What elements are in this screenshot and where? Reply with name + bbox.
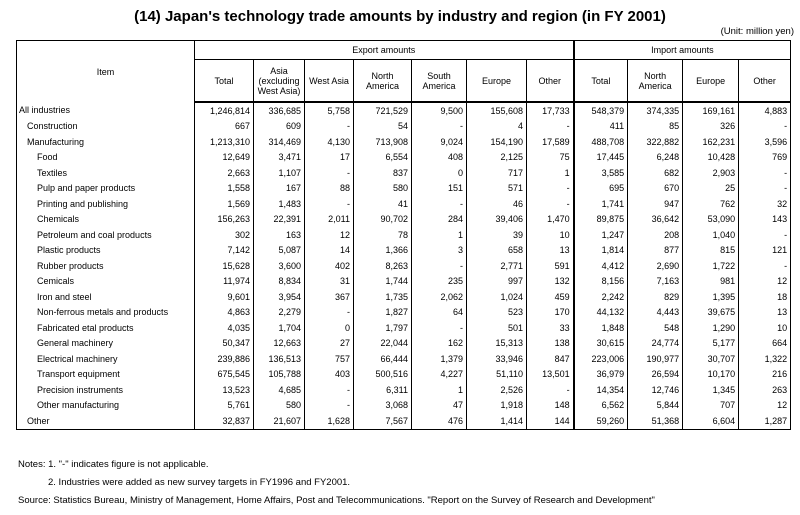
table-cell: 7,142 <box>195 243 254 259</box>
col-header: Europe <box>683 60 739 103</box>
table-cell: 18 <box>739 289 791 305</box>
table-row <box>17 181 791 197</box>
table-cell: 1,024 <box>467 289 527 305</box>
col-header: Other <box>739 60 791 103</box>
table-cell: 22,391 <box>254 212 305 228</box>
row-label: Fabricated etal products <box>17 320 195 336</box>
table-cell: 1,735 <box>354 289 412 305</box>
table-cell: 548,379 <box>574 102 628 119</box>
table-cell: 1,848 <box>574 320 628 336</box>
table-cell: 367 <box>305 289 354 305</box>
table-cell: 9,601 <box>195 289 254 305</box>
table-cell: 877 <box>628 243 683 259</box>
table-cell: 1 <box>412 382 467 398</box>
table-cell: 24,774 <box>628 336 683 352</box>
table-cell: 713,908 <box>354 134 412 150</box>
table-cell: 8,834 <box>254 274 305 290</box>
table-cell: 47 <box>412 398 467 414</box>
table-row <box>17 150 791 166</box>
table-row <box>17 320 791 336</box>
table-cell: 15,313 <box>467 336 527 352</box>
row-label: Petroleum and coal products <box>17 227 195 243</box>
table-cell: 59,260 <box>574 413 628 429</box>
table-cell: 829 <box>628 289 683 305</box>
table-cell: 154,190 <box>467 134 527 150</box>
table-cell: 1,287 <box>739 413 791 429</box>
table-cell: 4,227 <box>412 367 467 383</box>
table-cell: 90,702 <box>354 212 412 228</box>
col-header: Asia (excluding West Asia) <box>254 60 305 103</box>
table-cell: 239,886 <box>195 351 254 367</box>
table-cell: 717 <box>467 165 527 181</box>
table-row <box>17 351 791 367</box>
table-row <box>17 258 791 274</box>
table-cell: 1,722 <box>683 258 739 274</box>
row-label: Other <box>17 413 195 429</box>
table-cell: 26,594 <box>628 367 683 383</box>
table-cell: 1,379 <box>412 351 467 367</box>
row-label: Construction <box>17 119 195 135</box>
table-cell: - <box>305 398 354 414</box>
table-cell: 78 <box>354 227 412 243</box>
table-cell: 208 <box>628 227 683 243</box>
table-cell: 1,322 <box>739 351 791 367</box>
table-cell: 13,523 <box>195 382 254 398</box>
table-cell: 500,516 <box>354 367 412 383</box>
table-cell: 6,554 <box>354 150 412 166</box>
table-cell: 12,663 <box>254 336 305 352</box>
unit-label: (Unit: million yen) <box>720 26 794 37</box>
table-cell: 1,797 <box>354 320 412 336</box>
table-row <box>17 227 791 243</box>
table-row <box>17 289 791 305</box>
table-cell: 2,690 <box>628 258 683 274</box>
table-cell: - <box>412 119 467 135</box>
table-cell: 162 <box>412 336 467 352</box>
col-header: Europe <box>467 60 527 103</box>
table-cell: 1,247 <box>574 227 628 243</box>
table-cell: 609 <box>254 119 305 135</box>
table-cell: 1,366 <box>354 243 412 259</box>
table-cell: 121 <box>739 243 791 259</box>
table-cell: 1,827 <box>354 305 412 321</box>
table-cell: 1,414 <box>467 413 527 429</box>
row-label: Transport equipment <box>17 367 195 383</box>
import-group-header: Import amounts <box>574 41 791 60</box>
table-cell: 1,814 <box>574 243 628 259</box>
table-cell: 1 <box>527 165 574 181</box>
table-row <box>17 336 791 352</box>
table-cell: 2,125 <box>467 150 527 166</box>
table-cell: 17 <box>305 150 354 166</box>
row-label: All industries <box>17 102 195 119</box>
table-cell: 156,263 <box>195 212 254 228</box>
table-cell: 155,608 <box>467 102 527 119</box>
table-cell: 30,615 <box>574 336 628 352</box>
table-cell: 51,110 <box>467 367 527 383</box>
table-cell: 64 <box>412 305 467 321</box>
table-cell: 148 <box>527 398 574 414</box>
col-header: North America <box>354 60 412 103</box>
table-row <box>17 398 791 414</box>
col-header: Total <box>195 60 254 103</box>
row-label: Printing and publishing <box>17 196 195 212</box>
table-cell: - <box>412 258 467 274</box>
table-cell: - <box>527 119 574 135</box>
table-cell: 88 <box>305 181 354 197</box>
table-cell: 757 <box>305 351 354 367</box>
table-cell: 326 <box>683 119 739 135</box>
table-cell: 54 <box>354 119 412 135</box>
table-cell: 664 <box>739 336 791 352</box>
table-cell: 5,087 <box>254 243 305 259</box>
table-cell: - <box>739 227 791 243</box>
table-cell: 580 <box>354 181 412 197</box>
table-cell: 5,844 <box>628 398 683 414</box>
table-cell: 85 <box>628 119 683 135</box>
table-cell: 5,761 <box>195 398 254 414</box>
table-cell: 105,788 <box>254 367 305 383</box>
table-cell: 591 <box>527 258 574 274</box>
table-cell: 9,500 <box>412 102 467 119</box>
table-cell: 1,395 <box>683 289 739 305</box>
row-label: Chemicals <box>17 212 195 228</box>
table-cell: 523 <box>467 305 527 321</box>
row-label: Other manufacturing <box>17 398 195 414</box>
table-cell: 658 <box>467 243 527 259</box>
table-cell: 670 <box>628 181 683 197</box>
table-cell: 501 <box>467 320 527 336</box>
table-row <box>17 165 791 181</box>
table-cell: 10 <box>739 320 791 336</box>
table-cell: 1,741 <box>574 196 628 212</box>
table-cell: - <box>739 181 791 197</box>
table-cell: 12 <box>739 398 791 414</box>
table-cell: 675,545 <box>195 367 254 383</box>
table-cell: 8,263 <box>354 258 412 274</box>
table-cell: - <box>305 305 354 321</box>
table-cell: 1 <box>412 227 467 243</box>
table-cell: 5,177 <box>683 336 739 352</box>
table-cell: 815 <box>683 243 739 259</box>
table-cell: 682 <box>628 165 683 181</box>
table-cell: 548 <box>628 320 683 336</box>
table-cell: 41 <box>354 196 412 212</box>
table-cell: 14,354 <box>574 382 628 398</box>
table-cell: 411 <box>574 119 628 135</box>
table-cell: 1,744 <box>354 274 412 290</box>
table-cell: 4,883 <box>739 102 791 119</box>
note-2: 2. Industries were added as new survey targets in FY1996 and FY2001. <box>48 477 351 488</box>
table-cell: 0 <box>412 165 467 181</box>
row-label: Electrical machinery <box>17 351 195 367</box>
table-cell: 402 <box>305 258 354 274</box>
table-cell: - <box>412 196 467 212</box>
table-cell: 1,628 <box>305 413 354 429</box>
table-cell: 163 <box>254 227 305 243</box>
table-cell: 170 <box>527 305 574 321</box>
table-cell: - <box>739 258 791 274</box>
table-cell: 75 <box>527 150 574 166</box>
table-cell: 2,771 <box>467 258 527 274</box>
table-cell: 36,979 <box>574 367 628 383</box>
table-cell: 36,642 <box>628 212 683 228</box>
table-cell: 4 <box>467 119 527 135</box>
table-row <box>17 134 791 150</box>
table-row <box>17 102 791 119</box>
table-cell: 2,526 <box>467 382 527 398</box>
table-cell: 66,444 <box>354 351 412 367</box>
table-cell: 12 <box>739 274 791 290</box>
table-cell: 17,589 <box>527 134 574 150</box>
table-cell: - <box>527 196 574 212</box>
table-cell: 9,024 <box>412 134 467 150</box>
table-row <box>17 119 791 135</box>
table-row <box>17 274 791 290</box>
table-cell: 31 <box>305 274 354 290</box>
table-cell: 151 <box>412 181 467 197</box>
table-cell: 39,675 <box>683 305 739 321</box>
col-header: West Asia <box>305 60 354 103</box>
table-cell: 3 <box>412 243 467 259</box>
col-header: North America <box>628 60 683 103</box>
table-cell: 216 <box>739 367 791 383</box>
table-cell: 284 <box>412 212 467 228</box>
table-cell: 667 <box>195 119 254 135</box>
table-cell: 981 <box>683 274 739 290</box>
table-cell: 136,513 <box>254 351 305 367</box>
table-cell: 762 <box>683 196 739 212</box>
table-cell: 138 <box>527 336 574 352</box>
table-cell: 314,469 <box>254 134 305 150</box>
table-cell: 2,903 <box>683 165 739 181</box>
table-cell: 169,161 <box>683 102 739 119</box>
table-cell: 32 <box>739 196 791 212</box>
table-cell: 17,445 <box>574 150 628 166</box>
table-cell: 997 <box>467 274 527 290</box>
table-cell: 3,596 <box>739 134 791 150</box>
table-cell: 167 <box>254 181 305 197</box>
table-cell: 4,443 <box>628 305 683 321</box>
table-cell: 39 <box>467 227 527 243</box>
row-label: Pulp and paper products <box>17 181 195 197</box>
table-cell: 89,875 <box>574 212 628 228</box>
table-cell: 4,035 <box>195 320 254 336</box>
table-cell: 5,758 <box>305 102 354 119</box>
table-cell: 33,946 <box>467 351 527 367</box>
table-cell: 13 <box>527 243 574 259</box>
table-cell: 3,585 <box>574 165 628 181</box>
page-title: (14) Japan's technology trade amounts by industry and region (in FY 2001) <box>134 8 666 25</box>
note-1: Notes: 1. "-" indicates figure is not applicable. <box>18 459 209 470</box>
table-cell: 14 <box>305 243 354 259</box>
table-cell: - <box>305 196 354 212</box>
table-cell: - <box>739 165 791 181</box>
table-cell: 144 <box>527 413 574 429</box>
table-cell: 3,471 <box>254 150 305 166</box>
table-cell: 695 <box>574 181 628 197</box>
table-cell: 32,837 <box>195 413 254 429</box>
table-cell: 263 <box>739 382 791 398</box>
table-cell: 17,733 <box>527 102 574 119</box>
row-label: Precision instruments <box>17 382 195 398</box>
row-label: Food <box>17 150 195 166</box>
table-cell: 336,685 <box>254 102 305 119</box>
table-cell: 132 <box>527 274 574 290</box>
table-cell: 1,704 <box>254 320 305 336</box>
table-cell: 1,558 <box>195 181 254 197</box>
table-cell: 1,213,310 <box>195 134 254 150</box>
table-cell: 10,170 <box>683 367 739 383</box>
table-cell: 2,011 <box>305 212 354 228</box>
table-cell: 1,246,814 <box>195 102 254 119</box>
table-cell: 11,974 <box>195 274 254 290</box>
table-cell: 51,368 <box>628 413 683 429</box>
row-label: Plastic products <box>17 243 195 259</box>
table-cell: 1,345 <box>683 382 739 398</box>
row-label: Iron and steel <box>17 289 195 305</box>
table-cell: - <box>527 181 574 197</box>
table-cell: 3,068 <box>354 398 412 414</box>
table-cell: 707 <box>683 398 739 414</box>
table-cell: 6,311 <box>354 382 412 398</box>
table-cell: 2,279 <box>254 305 305 321</box>
table-cell: 2,663 <box>195 165 254 181</box>
table-body <box>17 102 791 429</box>
table-cell: 13,501 <box>527 367 574 383</box>
table-cell: 6,562 <box>574 398 628 414</box>
export-group-header: Export amounts <box>195 41 574 60</box>
table-cell: 1,290 <box>683 320 739 336</box>
table-cell: 15,628 <box>195 258 254 274</box>
table-cell: 39,406 <box>467 212 527 228</box>
table-cell: 46 <box>467 196 527 212</box>
table-cell: - <box>739 119 791 135</box>
table-cell: 1,040 <box>683 227 739 243</box>
table-cell: 21,607 <box>254 413 305 429</box>
table-cell: 403 <box>305 367 354 383</box>
table-cell: 571 <box>467 181 527 197</box>
table-cell: - <box>305 382 354 398</box>
table-cell: 27 <box>305 336 354 352</box>
row-label: General machinery <box>17 336 195 352</box>
table-cell: 10,428 <box>683 150 739 166</box>
table-cell: 837 <box>354 165 412 181</box>
table-cell: 6,604 <box>683 413 739 429</box>
table-cell: 769 <box>739 150 791 166</box>
table-cell: 44,132 <box>574 305 628 321</box>
table-cell: - <box>305 165 354 181</box>
table-cell: 1,483 <box>254 196 305 212</box>
col-header: South America <box>412 60 467 103</box>
table-row <box>17 305 791 321</box>
table-row <box>17 212 791 228</box>
table-cell: 374,335 <box>628 102 683 119</box>
row-label: Manufacturing <box>17 134 195 150</box>
table-cell: 223,006 <box>574 351 628 367</box>
trade-table <box>16 40 791 430</box>
table-cell: - <box>305 119 354 135</box>
notes <box>18 456 655 510</box>
table-cell: 408 <box>412 150 467 166</box>
col-header: Total <box>574 60 628 103</box>
table-cell: 4,685 <box>254 382 305 398</box>
source-note: Source: Statistics Bureau, Ministry of Management, Home Affairs, Post and Telecommunications. "Report on the Survey of Research and Development" <box>18 495 655 506</box>
table-cell: 25 <box>683 181 739 197</box>
table-cell: 33 <box>527 320 574 336</box>
row-label: Textiles <box>17 165 195 181</box>
row-label: Rubber products <box>17 258 195 274</box>
table-row <box>17 196 791 212</box>
table-cell: 459 <box>527 289 574 305</box>
table-cell: 7,163 <box>628 274 683 290</box>
item-header: Item <box>17 41 195 103</box>
table-cell: 6,248 <box>628 150 683 166</box>
table-cell: 721,529 <box>354 102 412 119</box>
table-cell: 7,567 <box>354 413 412 429</box>
table-cell: 580 <box>254 398 305 414</box>
table-cell: 13 <box>739 305 791 321</box>
table-cell: 1,107 <box>254 165 305 181</box>
table-cell: 1,569 <box>195 196 254 212</box>
table-cell: 1,470 <box>527 212 574 228</box>
table-cell: 143 <box>739 212 791 228</box>
col-header: Other <box>527 60 574 103</box>
table-cell: 53,090 <box>683 212 739 228</box>
table-row <box>17 382 791 398</box>
table-cell: 10 <box>527 227 574 243</box>
table-cell: 947 <box>628 196 683 212</box>
table-cell: 4,130 <box>305 134 354 150</box>
table-cell: 12,746 <box>628 382 683 398</box>
table-cell: 50,347 <box>195 336 254 352</box>
table-cell: 30,707 <box>683 351 739 367</box>
table-cell: 322,882 <box>628 134 683 150</box>
table-cell: 4,863 <box>195 305 254 321</box>
table-cell: 847 <box>527 351 574 367</box>
table-cell: 190,977 <box>628 351 683 367</box>
table-cell: 302 <box>195 227 254 243</box>
table-cell: 12 <box>305 227 354 243</box>
table-row <box>17 243 791 259</box>
row-label: Cemicals <box>17 274 195 290</box>
table-cell: 2,242 <box>574 289 628 305</box>
table-cell: - <box>412 320 467 336</box>
row-label: Non-ferrous metals and products <box>17 305 195 321</box>
table-cell: - <box>527 382 574 398</box>
table-cell: 476 <box>412 413 467 429</box>
table-cell: 8,156 <box>574 274 628 290</box>
table-row <box>17 367 791 383</box>
table-cell: 4,412 <box>574 258 628 274</box>
table-row <box>17 413 791 429</box>
table-cell: 12,649 <box>195 150 254 166</box>
table-cell: 488,708 <box>574 134 628 150</box>
table-cell: 162,231 <box>683 134 739 150</box>
table-cell: 235 <box>412 274 467 290</box>
table-cell: 22,044 <box>354 336 412 352</box>
table-cell: 1,918 <box>467 398 527 414</box>
table-cell: 3,954 <box>254 289 305 305</box>
table-cell: 2,062 <box>412 289 467 305</box>
table-cell: 3,600 <box>254 258 305 274</box>
table-cell: 0 <box>305 320 354 336</box>
